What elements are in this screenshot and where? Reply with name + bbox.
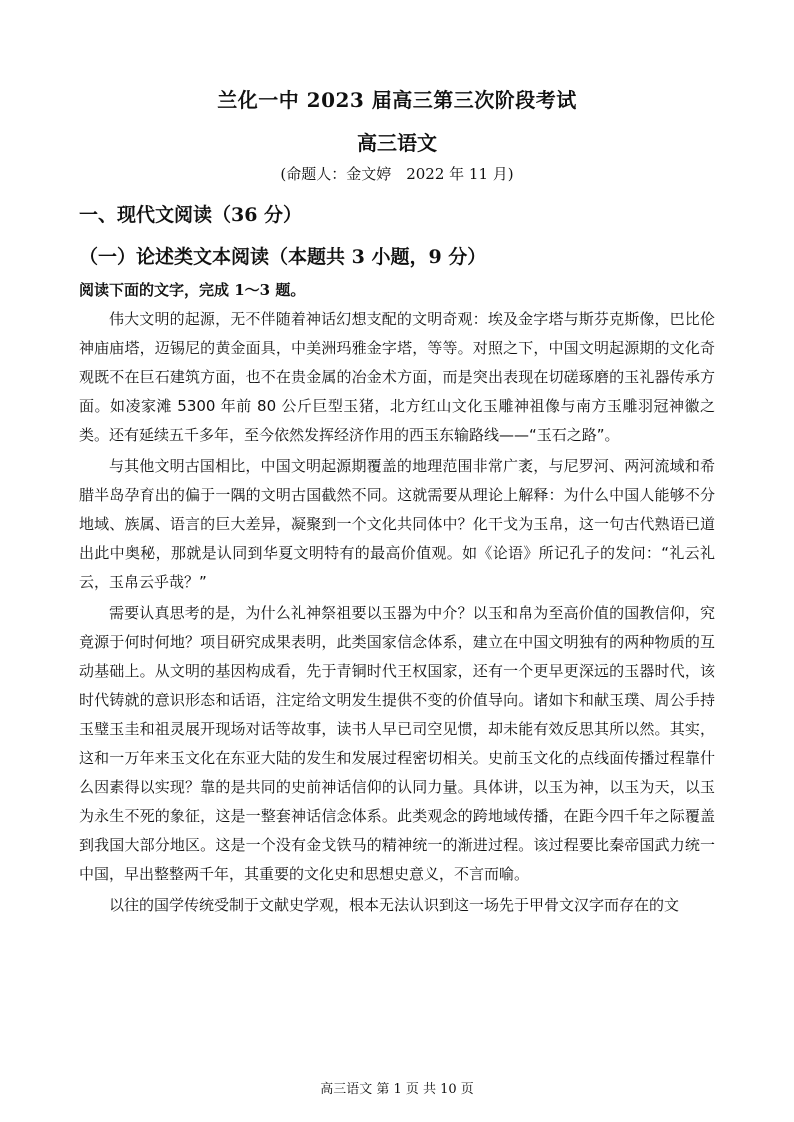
section-heading: 一、现代文阅读（36 分） (79, 204, 303, 226)
reading-instruction: 阅读下面的文字，完成 1～3 题。 (79, 281, 306, 299)
passage-paragraph: 以往的国学传统受制于文献史学观，根本无法认识到这一场先于甲骨文汉字而存在的文 (109, 896, 680, 914)
section-subheading: （一）论述类文本阅读（本题共 3 小题，9 分） (79, 246, 487, 268)
exam-title: 兰化一中 2023 届高三第三次阶段考试 (217, 88, 577, 112)
passage-paragraph: 伟大文明的起源，无不伴随着神话幻想支配的文明奇观：埃及金字塔与斯芬克斯像，巴比伦神庙庙塔，迈锡尼的黄金面具，中美洲玛雅金字塔，等等。对照之下，中国文明起源期的文化奇观既不在巨石建筑方面，也不在贵金属的冶金术方面，而是突出表现在切磋琢磨的玉礼器传承方面。如凌家滩 5300 年前 80 公斤巨型玉猪，北方红山文化玉雕神祖像与南方玉雕羽冠神徽之类。还有延续五千多年，至今依然发挥经济作用的西玉东输路线——“玉石之路”。 (79, 310, 715, 444)
passage-paragraph: 与其他文明古国相比，中国文明起源期覆盖的地理范围非常广袤，与尼罗河、两河流域和希腊半岛孕育出的偏于一隅的文明古国截然不同。这就需要从理论上解释：为什么中国人能够不分地域、族属、语言的巨大差异，凝聚到一个文化共同体中？化干戈为玉帛，这一句古代熟语已道出此中奥秘，那就是认同到华夏文明特有的最高价值观。如《论语》所记孔子的发问：“礼云礼云，玉帛云乎哉？” (79, 457, 715, 591)
page-footer: 高三语文 第 1 页 共 10 页 (320, 1082, 474, 1097)
exam-subject: 高三语文 (357, 131, 437, 155)
author-line: (命题人：金文婷 2022 年 11 月) (280, 165, 514, 183)
passage-body (79, 305, 715, 922)
passage-paragraph: 需要认真思考的是，为什么礼神祭祖要以玉器为中介？以玉和帛为至高价值的国教信仰，究竟源于何时何地？项目研究成果表明，此类国家信念体系，建立在中国文明独有的两种物质的互动基础上。从文明的基因构成看，先于青铜时代王权国家，还有一个更早更深远的玉器时代，该时代铸就的意识形态和话语，注定给文明发生提供不变的价值导向。诸如卞和献玉璞、周公手持玉璧玉圭和祖灵展开现场对话等故事，读书人早已司空见惯，却未能有效反思其所以然。其实，这和一万年来玉文化在东亚大陆的发生和发展过程密切相关。史前玉文化的点线面传播过程靠什么因素得以实现？靠的是共同的史前神话信仰的认同力量。具体讲，以玉为神，以玉为天，以玉为永生不死的象征，这是一整套神话信念体系。此类观念的跨地域传播，在距今四千年之际覆盖到我国大部分地区。这是一个没有金戈铁马的精神统一的渐进过程。该过程要比秦帝国武力统一中国，早出整整两千年，其重要的文化史和思想史意义，不言而喻。 (79, 604, 715, 883)
